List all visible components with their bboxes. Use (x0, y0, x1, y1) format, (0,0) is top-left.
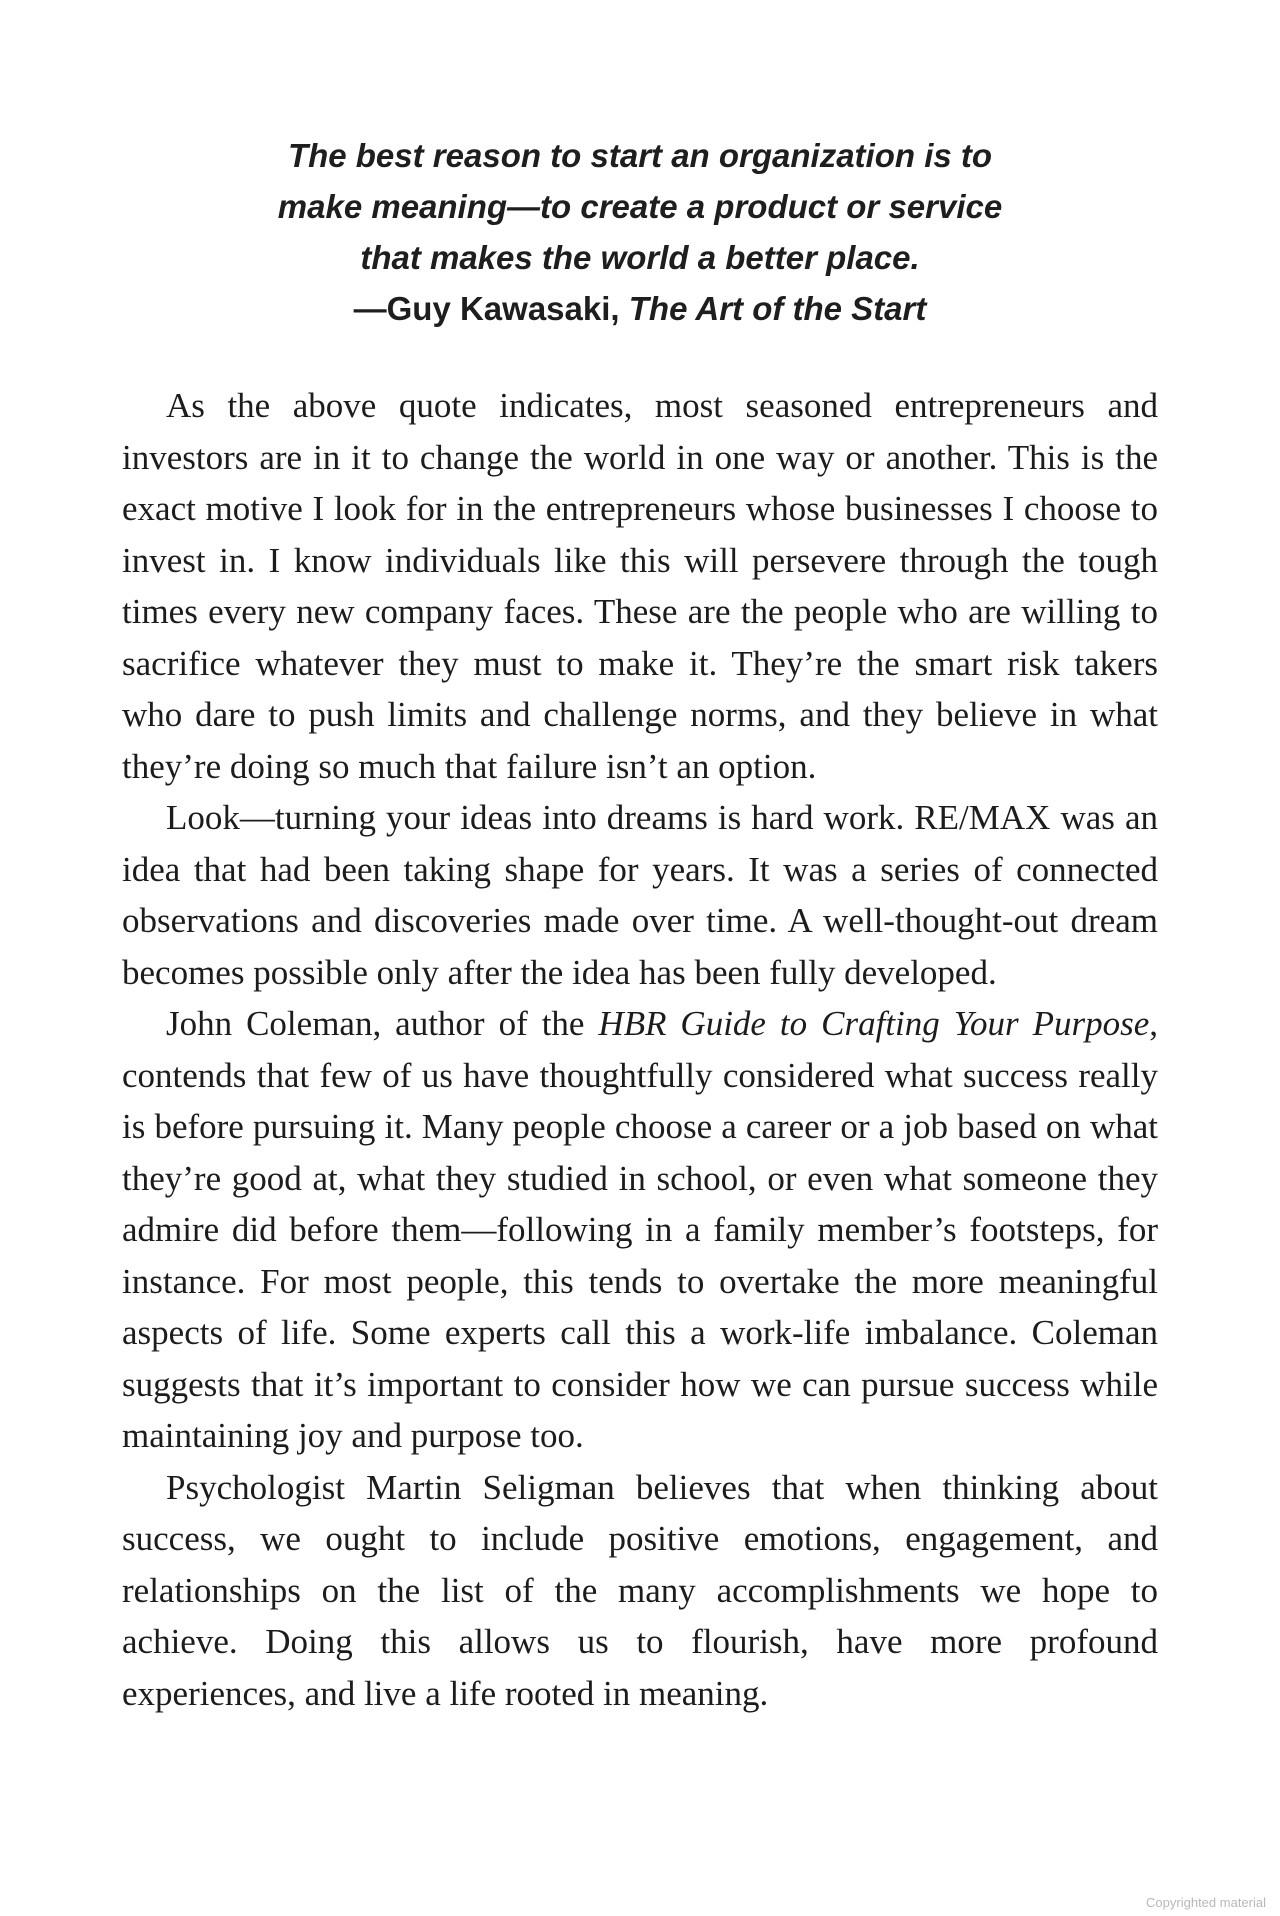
epigraph-line: make meaning—to create a product or service (277, 188, 1003, 225)
copyright-watermark: Copyrighted material (1146, 1895, 1266, 1910)
paragraph-3 (122, 998, 1158, 1462)
paragraph-1: As the above quote indicates, most seasoned entrepreneurs and investors are in it to change the world in one way or another. This is the exact motive I look for in the entrepreneurs whose businesses I choose to invest in. I know individuals like this will persevere through the tough times every new company faces. These are the people who are willing to sacrifice whatever they must to make it. They’re the smart risk takers who dare to push limits and challenge norms, and they believe in what they’re doing so much that failure isn’t an option. (122, 386, 1158, 786)
epigraph-line: The best reason to start an organization is to (287, 137, 993, 174)
epigraph (122, 130, 1158, 334)
paragraph-3-intro: John Coleman, author of the (166, 1004, 599, 1043)
paragraph-3-rest: , contends that few of us have thoughtfully considered what success really is before pursuing it. Many people choose a career or a job based on what they’re good at, what they studied in school, or even what someone they admire did before them—following in a family member’s footsteps, for instance. For most people, this tends to overtake the more meaningful aspects of life. Some experts call this a work-life imbalance. Coleman suggests that it’s important to consider how we can pursue success while maintaining joy and purpose too. (122, 1004, 1158, 1455)
attribution-author: —Guy Kawasaki, (353, 290, 629, 327)
attribution-book-title: The Art of the Start (628, 290, 927, 327)
paragraph-4: Psychologist Martin Seligman believes that when thinking about success, we ought to include positive emotions, engagement, and relationships on the list of the many accomplishments we hope to achieve. Doing this allows us to flourish, have more profound experiences, and live a life rooted in meaning. (122, 1467, 1158, 1713)
paragraph-3-book-title: HBR Guide to Crafting Your Purpose (598, 1004, 1150, 1043)
epigraph-attribution (122, 283, 1158, 334)
body-text (122, 380, 1158, 1719)
paragraph-2: Look—turning your ideas into dreams is hard work. RE/MAX was an idea that had been taking shape for years. It was a series of connected observations and discoveries made over time. A well-thought-out dream becomes possible only after the idea has been fully developed. (122, 798, 1158, 992)
book-page (122, 130, 1158, 1719)
epigraph-line: that makes the world a better place. (360, 239, 920, 276)
